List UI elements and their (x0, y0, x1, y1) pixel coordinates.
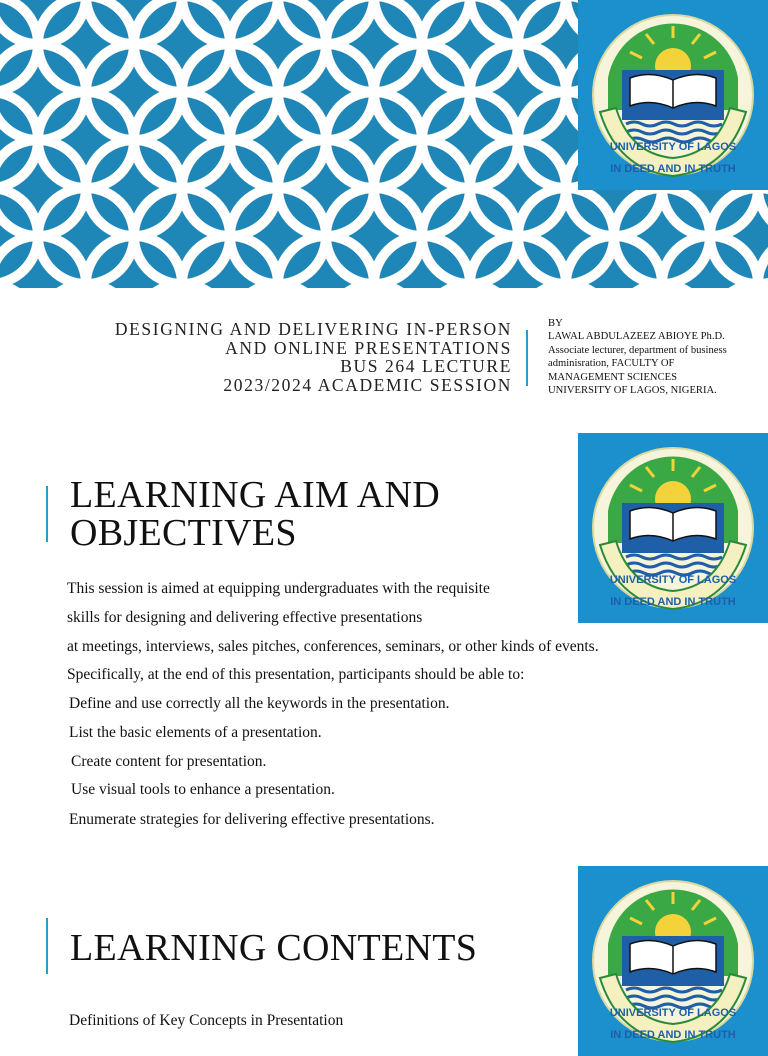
body-text-line: skills for designing and delivering effective presentations (67, 609, 423, 626)
author-info (548, 317, 763, 397)
author-line: BY (548, 318, 563, 329)
slide-heading: LEARNING CONTENTS (70, 927, 478, 969)
author-line: LAWAL ABDULAZEEZ ABIOYE Ph.D. (548, 331, 725, 343)
author-line: adminisration, FACULTY OF (548, 358, 675, 370)
body-text-line: Specifically, at the end of this presentation, participants should be able to: (67, 666, 525, 683)
svg-text:UNIVERSITY OF LAGOS: UNIVERSITY OF LAGOS (609, 574, 737, 586)
objective-item: Define and use correctly all the keywords in the presentation. (69, 695, 450, 712)
objective-item: List the basic elements of a presentation. (69, 724, 322, 741)
university-logo (578, 866, 768, 1056)
university-logo (578, 433, 768, 623)
author-line: MANAGEMENT SCIENCES (548, 371, 677, 383)
objective-item: Enumerate strategies for delivering effective presentations. (69, 811, 435, 828)
svg-text:IN DEED AND IN TRUTH: IN DEED AND IN TRUTH (610, 1029, 736, 1041)
objective-item: Create content for presentation. (71, 753, 267, 770)
svg-text:IN DEED AND IN TRUTH: IN DEED AND IN TRUTH (610, 596, 736, 608)
presentation-title (40, 320, 512, 394)
author-line: UNIVERSITY OF LAGOS, NIGERIA. (548, 385, 717, 397)
heading-accent-bar (46, 918, 48, 974)
title-line: 2023/2024 ACADEMIC SESSION (223, 374, 512, 395)
heading-accent-bar (46, 486, 48, 542)
slide-heading (70, 476, 440, 552)
title-line: AND ONLINE PRESENTATIONS (225, 337, 512, 358)
svg-text:IN DEED AND IN TRUTH: IN DEED AND IN TRUTH (610, 163, 736, 175)
title-line: BUS 264 LECTURE (340, 356, 512, 376)
author-line: Associate lecturer, department of business (548, 344, 727, 356)
objective-item: Use visual tools to enhance a presentation. (71, 781, 335, 798)
svg-text:UNIVERSITY OF LAGOS: UNIVERSITY OF LAGOS (609, 1007, 737, 1019)
title-divider (526, 330, 528, 386)
body-text-line: at meetings, interviews, sales pitches, conferences, seminars, or other kinds of events. (67, 638, 599, 655)
title-line: DESIGNING AND DELIVERING IN-PERSON (114, 319, 512, 339)
body-text-line: This session is aimed at equipping undergraduates with the requisite (67, 580, 490, 597)
svg-text:UNIVERSITY OF LAGOS: UNIVERSITY OF LAGOS (609, 141, 737, 153)
university-logo (578, 0, 768, 190)
body-text-line: Definitions of Key Concepts in Presentation (69, 1012, 344, 1029)
heading-line: OBJECTIVES (70, 512, 297, 554)
heading-line: LEARNING AIM AND (70, 474, 441, 516)
